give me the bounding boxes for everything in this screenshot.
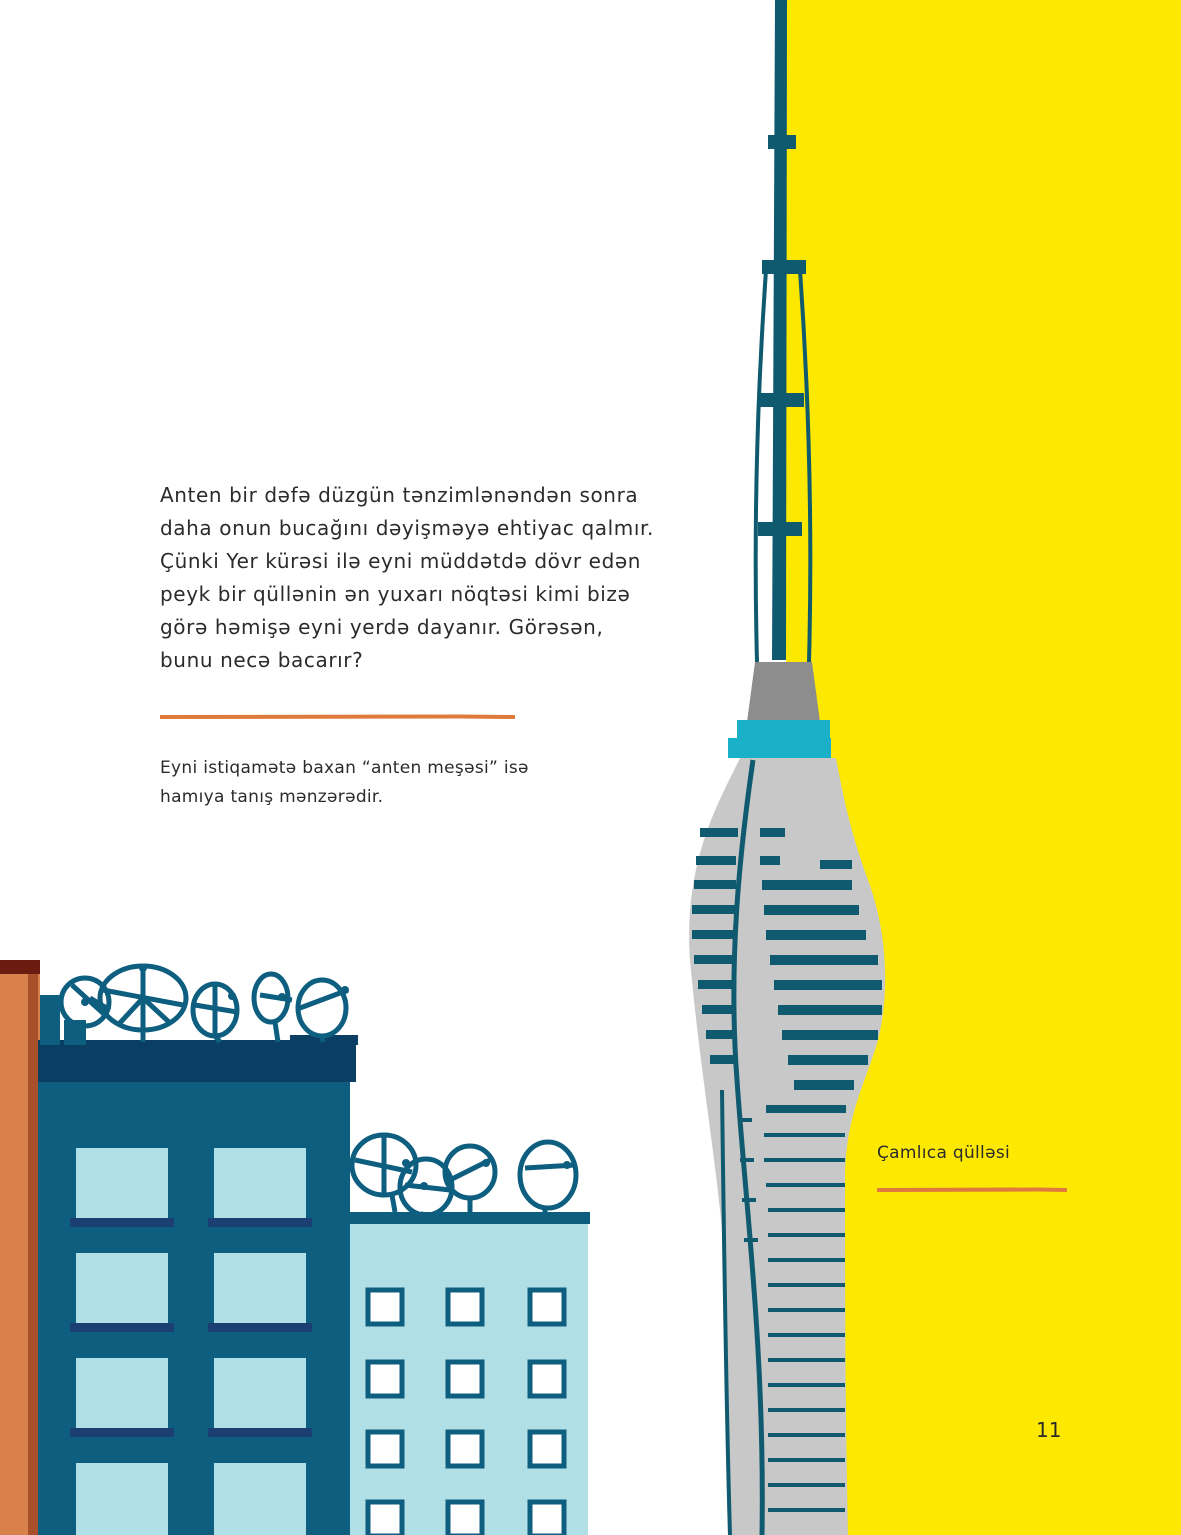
caption-line: hamıya tanış mənzərədir. xyxy=(160,787,384,807)
paragraph-line: bunu necə bacarır? xyxy=(160,648,364,672)
buildings-illustration xyxy=(0,960,590,1535)
divider-line xyxy=(877,1187,1067,1193)
camlica-tower-illustration xyxy=(689,0,885,1535)
divider-line xyxy=(160,714,515,720)
paragraph-line: peyk bir qüllənin ən yuxarı nöqtəsi kimi bizə xyxy=(160,582,631,606)
caption-line: Eyni istiqamətə baxan “anten meşəsi” isə xyxy=(160,758,529,778)
tower-caption: Çamlıca qülləsi xyxy=(877,1143,1011,1163)
main-paragraph xyxy=(160,479,654,677)
paragraph-line: Çünki Yer kürəsi ilə eyni müddətdə dövr edən xyxy=(160,549,642,573)
paragraph-line: daha onun bucağını dəyişməyə ehtiyac qalmır. xyxy=(160,516,654,540)
caption xyxy=(160,754,580,812)
page-number: 11 xyxy=(1036,1418,1062,1442)
paragraph-line: görə həmişə eyni yerdə dayanır. Görəsən, xyxy=(160,615,604,639)
paragraph-line: Anten bir dəfə düzgün tənzimlənəndən sonra xyxy=(160,483,639,507)
